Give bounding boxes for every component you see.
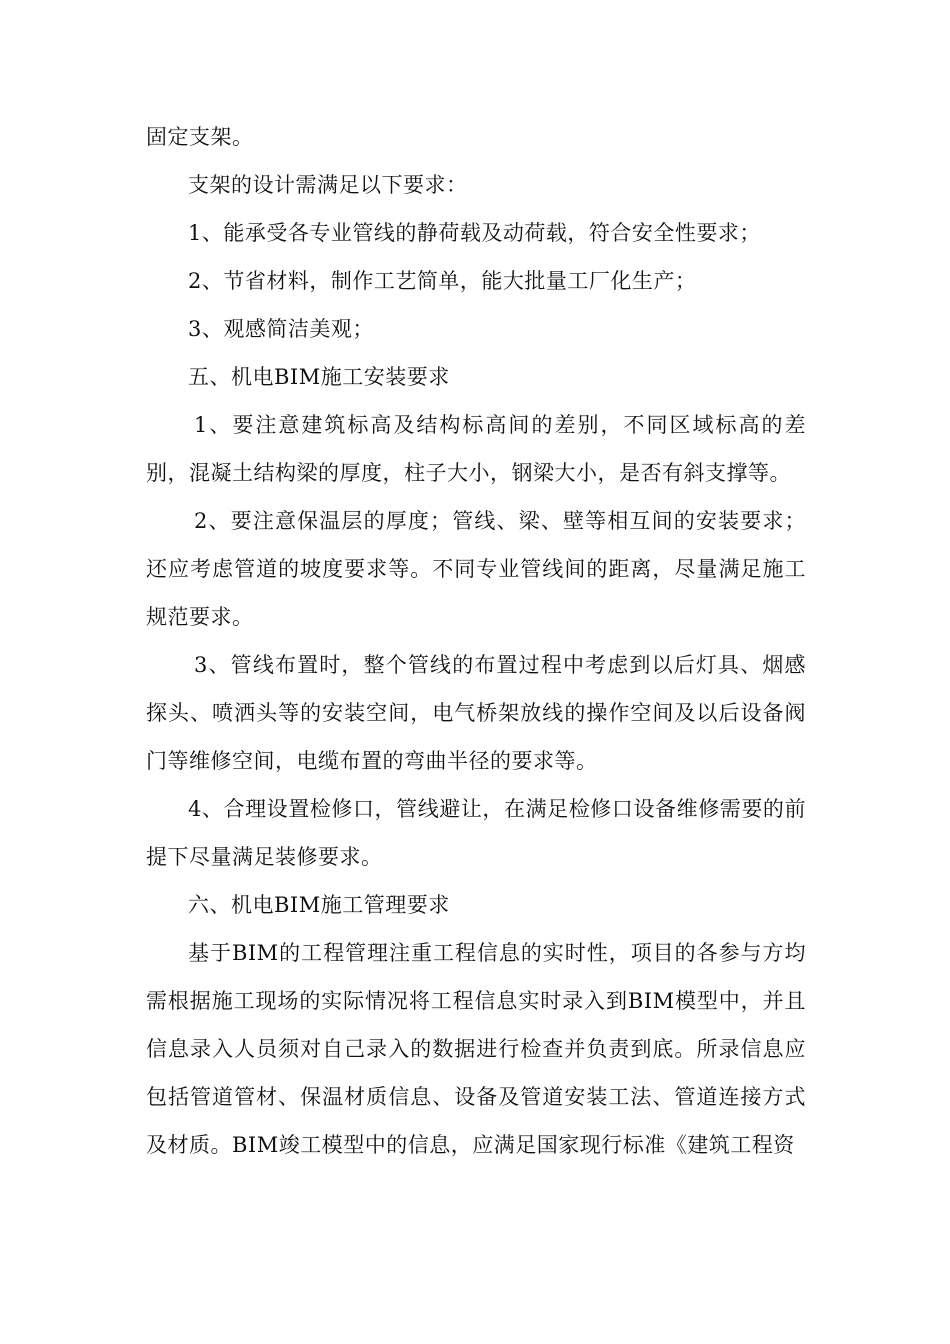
body-text [146, 113, 806, 1169]
list-item-load-bearing: 1、能承受各专业管线的静荷载及动荷载，符合安全性要求； [188, 221, 761, 245]
installation-item-1: 1、要注意建筑标高及结构标高间的差别，不同区域标高的差别，混凝土结构梁的厚度，柱子大小，钢梁大小，是否有斜支撑等。 [146, 413, 806, 485]
paragraph-support-requirements: 支架的设计需满足以下要求： [188, 173, 468, 197]
installation-item-2: 2、要注意保温层的厚度；管线、梁、壁等相互间的安装要求；还应考虑管道的坡度要求等。不同专业管线间的距离，尽量满足施工规范要求。 [146, 509, 806, 629]
section-heading-management: 六、机电BIM施工管理要求 [188, 893, 450, 917]
installation-item-3: 3、管线布置时，整个管线的布置过程中考虑到以后灯具、烟感探头、喷洒头等的安装空间，电气桥架放线的操作空间及以后设备阀门等维修空间，电缆布置的弯曲半径的要求等。 [146, 653, 806, 773]
section-heading-installation: 五、机电BIM施工安装要求 [188, 365, 450, 389]
paragraph-management-body: 基于BIM的工程管理注重工程信息的实时性，项目的各参与方均需根据施工现场的实际情况将工程信息实时录入到BIM模型中，并且信息录入人员须对自己录入的数据进行检查并负责到底。所录信息应包括管道管材、保温材质信息、设备及管道安装工法、管道连接方式及材质。BIM竣工模型中的信息，应满足国家现行标准《建筑工程资 [146, 941, 806, 1157]
paragraph-fixed-support: 固定支架。 [146, 125, 254, 149]
list-item-material-saving: 2、节省材料，制作工艺简单，能大批量工厂化生产； [188, 269, 697, 293]
list-item-appearance: 3、观感简洁美观； [188, 317, 374, 341]
installation-item-4: 4、合理设置检修口，管线避让，在满足检修口设备维修需要的前提下尽量满足装修要求。 [146, 797, 806, 869]
